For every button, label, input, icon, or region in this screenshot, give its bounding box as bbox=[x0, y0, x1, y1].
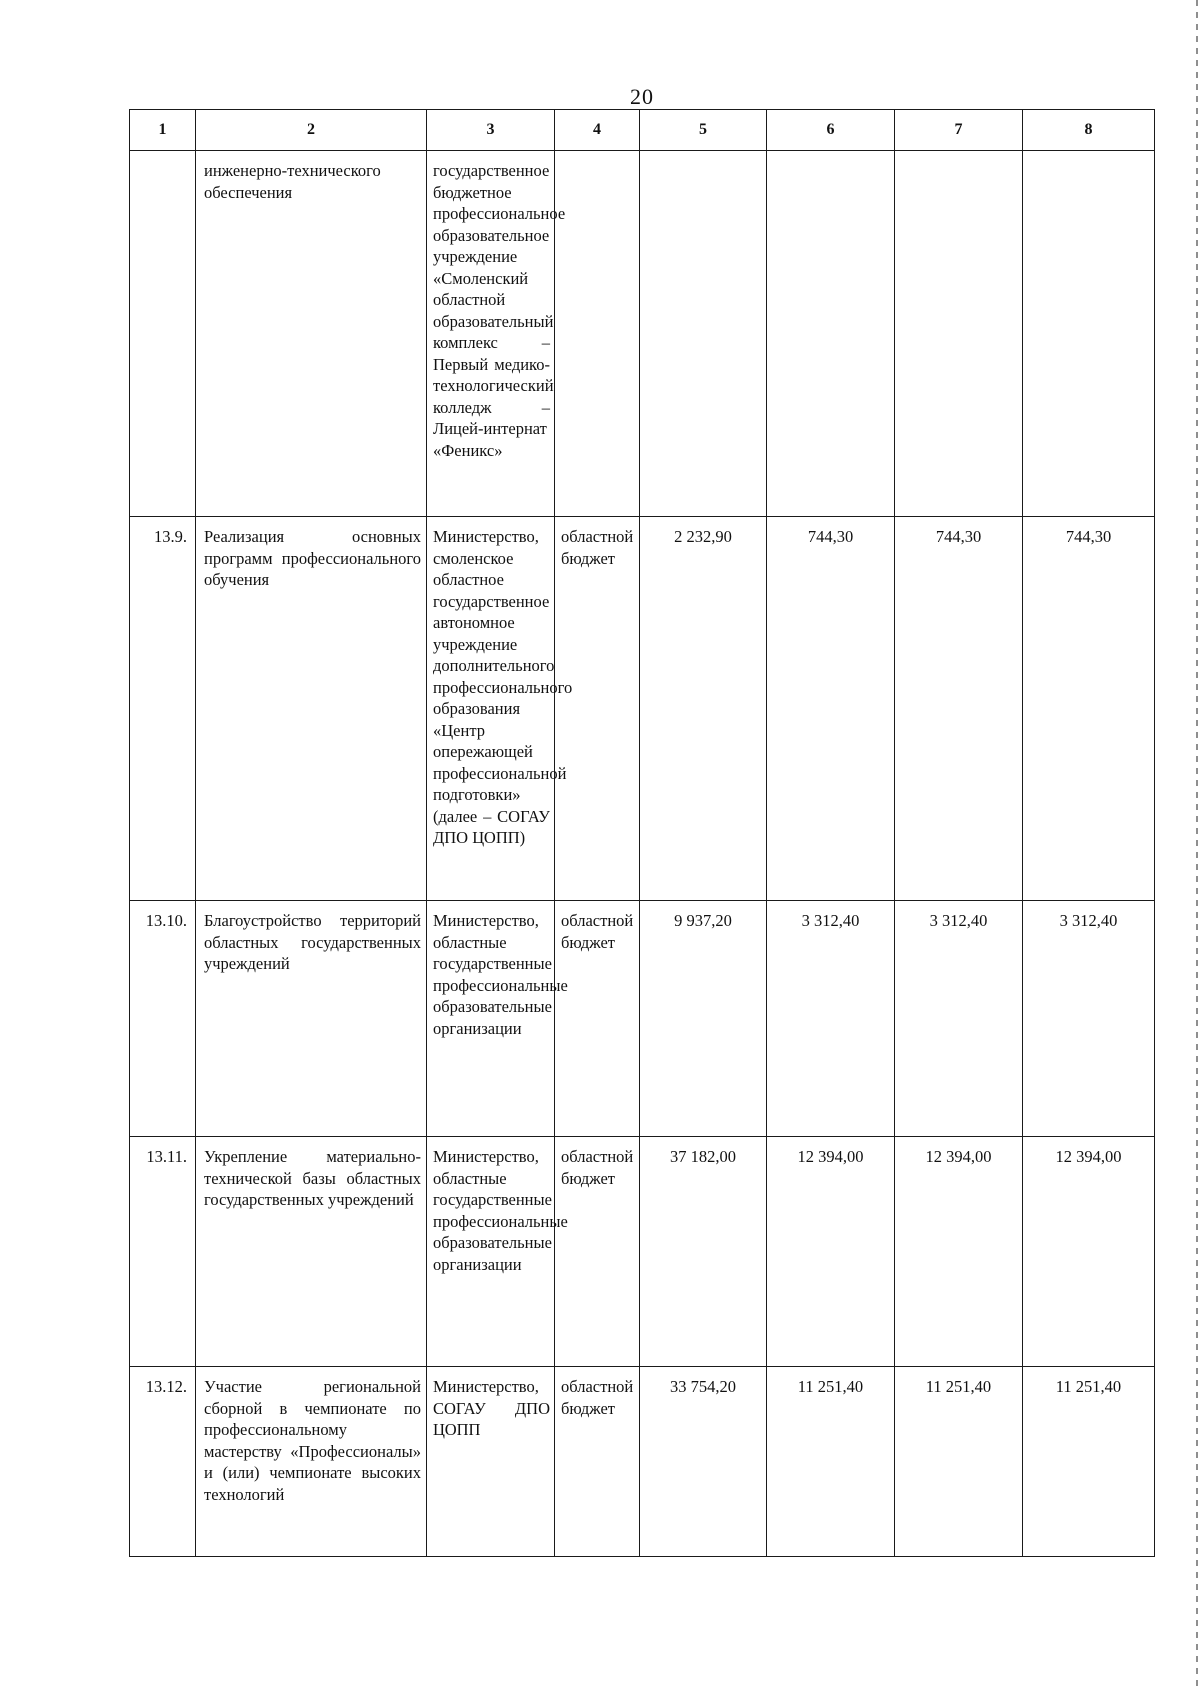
row-number-cell bbox=[130, 151, 196, 517]
column-header-6: 6 bbox=[767, 110, 895, 151]
total-amount-cell bbox=[640, 151, 767, 517]
executor-cell: государственное бюджетное профессиональное образовательное учреждение «Смоленский областной образовательный комплекс – Первый медико-технологический колледж – Лицей-интернат «Феникс» bbox=[427, 151, 555, 517]
activity-name-cell: Участие региональной сборной в чемпионате по профессиональному мастерству «Профессионалы» и (или) чемпионате высоких технологий bbox=[196, 1367, 427, 1557]
year3-amount-cell: 3 312,40 bbox=[1023, 901, 1155, 1137]
activity-name-cell: Реализация основных программ профессионального обучения bbox=[196, 517, 427, 901]
year2-amount-cell: 12 394,00 bbox=[895, 1137, 1023, 1367]
year3-amount-cell: 11 251,40 bbox=[1023, 1367, 1155, 1557]
year2-amount-cell: 744,30 bbox=[895, 517, 1023, 901]
program-activities-table bbox=[129, 109, 1155, 1557]
year1-amount-cell: 12 394,00 bbox=[767, 1137, 895, 1367]
total-amount-cell: 37 182,00 bbox=[640, 1137, 767, 1367]
year1-amount-cell: 11 251,40 bbox=[767, 1367, 895, 1557]
column-header-2: 2 bbox=[196, 110, 427, 151]
executor-cell: Министерство, СОГАУ ДПО ЦОПП bbox=[427, 1367, 555, 1557]
table-row bbox=[130, 1137, 1155, 1367]
funding-source-cell: областной бюджет bbox=[555, 1137, 640, 1367]
year2-amount-cell: 3 312,40 bbox=[895, 901, 1023, 1137]
executor-cell: Министерство, смоленское областное государственное автономное учреждение дополнительного профессионального образования «Центр опережающей профессиональной подготовки» (далее – СОГАУ ДПО ЦОПП) bbox=[427, 517, 555, 901]
row-number-cell: 13.10. bbox=[130, 901, 196, 1137]
funding-source-cell: областной бюджет bbox=[555, 1367, 640, 1557]
table-row bbox=[130, 151, 1155, 517]
year3-amount-cell: 12 394,00 bbox=[1023, 1137, 1155, 1367]
table-header-row bbox=[130, 110, 1155, 151]
table-row bbox=[130, 517, 1155, 901]
year3-amount-cell bbox=[1023, 151, 1155, 517]
scan-edge-artifact bbox=[1196, 0, 1198, 1691]
activity-name-cell: Укрепление материально-технической базы областных государственных учреждений bbox=[196, 1137, 427, 1367]
year2-amount-cell: 11 251,40 bbox=[895, 1367, 1023, 1557]
total-amount-cell: 2 232,90 bbox=[640, 517, 767, 901]
funding-source-cell bbox=[555, 151, 640, 517]
column-header-4: 4 bbox=[555, 110, 640, 151]
year2-amount-cell bbox=[895, 151, 1023, 517]
total-amount-cell: 9 937,20 bbox=[640, 901, 767, 1137]
table-row bbox=[130, 1367, 1155, 1557]
year1-amount-cell: 3 312,40 bbox=[767, 901, 895, 1137]
row-number-cell: 13.12. bbox=[130, 1367, 196, 1557]
executor-cell: Министерство, областные государственные профессиональные образовательные организации bbox=[427, 901, 555, 1137]
total-amount-cell: 33 754,20 bbox=[640, 1367, 767, 1557]
table-row bbox=[130, 901, 1155, 1137]
column-header-7: 7 bbox=[895, 110, 1023, 151]
year1-amount-cell: 744,30 bbox=[767, 517, 895, 901]
funding-source-cell: областной бюджет bbox=[555, 517, 640, 901]
activity-name-cell: Благоустройство территорий областных государственных учреждений bbox=[196, 901, 427, 1137]
year3-amount-cell: 744,30 bbox=[1023, 517, 1155, 901]
page-number: 20 bbox=[630, 84, 654, 109]
year1-amount-cell bbox=[767, 151, 895, 517]
funding-source-cell: областной бюджет bbox=[555, 901, 640, 1137]
row-number-cell: 13.11. bbox=[130, 1137, 196, 1367]
row-number-cell: 13.9. bbox=[130, 517, 196, 901]
column-header-3: 3 bbox=[427, 110, 555, 151]
column-header-5: 5 bbox=[640, 110, 767, 151]
activity-name-cell: инженерно-технического обеспечения bbox=[196, 151, 427, 517]
executor-cell: Министерство, областные государственные профессиональные образовательные организации bbox=[427, 1137, 555, 1367]
column-header-1: 1 bbox=[130, 110, 196, 151]
column-header-8: 8 bbox=[1023, 110, 1155, 151]
